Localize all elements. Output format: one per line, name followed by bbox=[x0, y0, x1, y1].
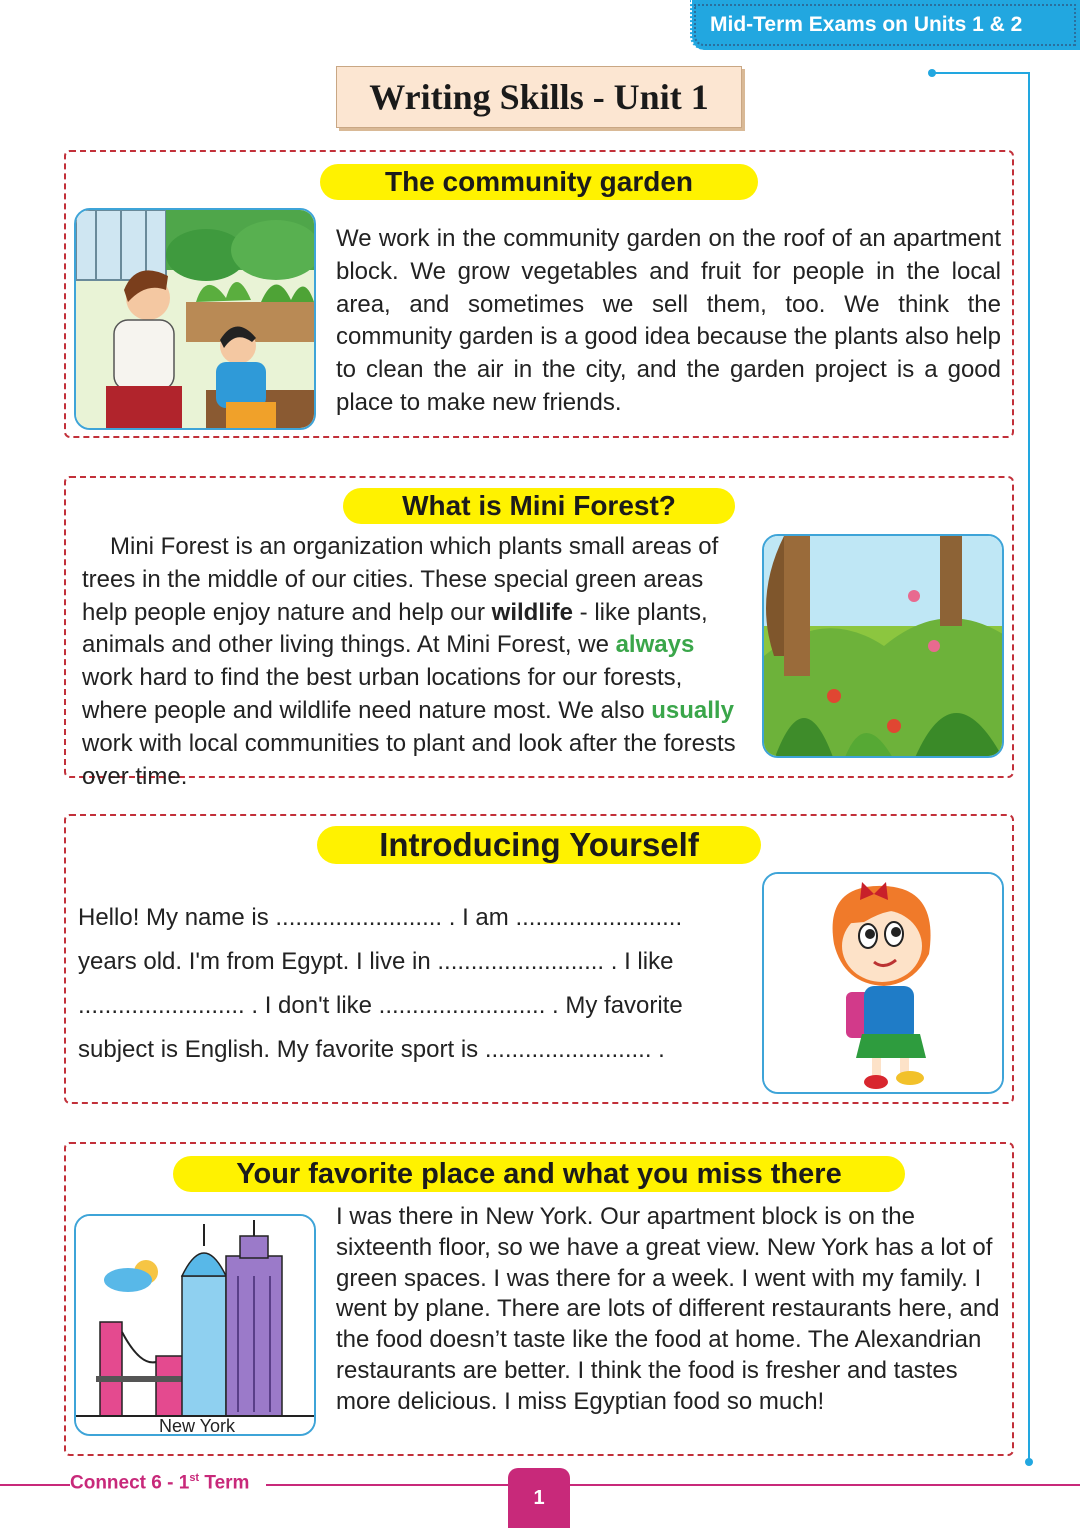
intro-line-1[interactable] bbox=[78, 904, 682, 932]
forest-heading bbox=[343, 488, 735, 524]
intro-heading-text: Introducing Yourself bbox=[379, 826, 699, 863]
place-paragraph-text: I was there in New York. Our apartment block is on the sixteenth floor, so we have a great view. New York has a lot of green spaces. I was there for a week. I went with my family. I went by plane. There are lots of different restaurants here, and the food doesn’t taste like the food at home. The Alexandrian restaurants are better. I think the food is fresher and tastes more delicious. I miss Egyptian food so much! bbox=[336, 1203, 1000, 1415]
new-york-illustration bbox=[74, 1214, 316, 1436]
intro-line-2[interactable] bbox=[78, 948, 673, 976]
new-york-illustration-svg bbox=[76, 1216, 316, 1436]
page-title bbox=[336, 66, 742, 128]
intro-line-2-text: years old. I'm from Egypt. I live in ......................... . I like bbox=[78, 948, 674, 975]
forest-paragraph bbox=[82, 531, 742, 793]
forest-illustration-svg bbox=[764, 536, 1004, 758]
place-heading-text: Your favorite place and what you miss there bbox=[236, 1157, 842, 1190]
section-community-garden bbox=[64, 150, 1014, 438]
forest-text-part-1: Mini Forest is an organization which plants small areas of trees in the middle of our cities. These special green areas help people enjoy nature and help our bbox=[82, 533, 719, 626]
garden-paragraph-text: We work in the community garden on the roof of an apartment block. We grow vegetables and fruit for people in the local area, and sometimes we sell them, too. We think the community garden is a good idea because the plants also help to clean the air in the city, and the garden project is a good place to make new friends. bbox=[336, 225, 1001, 416]
section-introducing-yourself bbox=[64, 814, 1014, 1104]
keyword-usually: usually bbox=[651, 696, 734, 724]
place-paragraph bbox=[336, 1202, 1006, 1418]
footer-book-sup: st bbox=[189, 1472, 200, 1484]
keyword-wildlife: wildlife bbox=[491, 598, 573, 626]
frame-dot-bottom bbox=[1025, 1458, 1033, 1466]
new-york-caption: New York bbox=[158, 1416, 236, 1436]
intro-line-4-text: subject is English. My favorite sport is ......................... . bbox=[78, 1036, 665, 1063]
section-favorite-place bbox=[64, 1142, 1014, 1456]
page-number-text: 1 bbox=[533, 1486, 545, 1509]
frame-line-top bbox=[932, 72, 1030, 74]
intro-heading bbox=[317, 826, 761, 864]
footer-rule-mid bbox=[266, 1484, 508, 1486]
garden-heading bbox=[320, 164, 758, 200]
intro-line-3-text: ......................... . I don't like ......................... . My favorite bbox=[78, 992, 683, 1019]
student-girl-illustration-svg bbox=[764, 874, 1004, 1094]
forest-text-part-4: work with local communities to plant and look after the forests over time. bbox=[82, 729, 736, 790]
garden-heading-text: The community garden bbox=[384, 166, 694, 197]
footer-term-text: Term bbox=[199, 1472, 250, 1494]
forest-heading-text: What is Mini Forest? bbox=[402, 490, 676, 521]
garden-illustration-svg bbox=[76, 210, 316, 430]
intro-line-4[interactable] bbox=[78, 1036, 665, 1064]
page-title-text: Writing Skills - Unit 1 bbox=[369, 77, 709, 117]
place-heading bbox=[173, 1156, 905, 1192]
section-mini-forest bbox=[64, 476, 1014, 790]
garden-illustration bbox=[74, 208, 316, 430]
frame-line-right bbox=[1028, 72, 1030, 1462]
forest-illustration bbox=[762, 534, 1004, 758]
intro-line-1-text: Hello! My name is ......................... . I am ......................... bbox=[78, 904, 683, 931]
frame-dot-top bbox=[928, 69, 936, 77]
footer-book-label bbox=[70, 1472, 249, 1494]
header-tab-label: Mid-Term Exams on Units 1 & 2 bbox=[710, 13, 1023, 36]
footer-book-text: Connect 6 - 1 bbox=[70, 1472, 190, 1494]
intro-line-3[interactable] bbox=[78, 992, 683, 1020]
keyword-always: always bbox=[615, 631, 695, 659]
footer-rule-right bbox=[570, 1484, 1080, 1486]
page-number bbox=[508, 1468, 570, 1528]
forest-text-part-3: work hard to find the best urban locations for our forests, where people and wildlife need nature most. We also bbox=[82, 664, 683, 724]
garden-paragraph bbox=[336, 223, 1001, 420]
unit-header-tab bbox=[690, 0, 1080, 50]
student-girl-illustration bbox=[762, 872, 1004, 1094]
forest-text-part-2: - like plants, animals and other living things. At Mini Forest, we bbox=[82, 598, 708, 659]
footer-rule-left bbox=[0, 1484, 70, 1486]
